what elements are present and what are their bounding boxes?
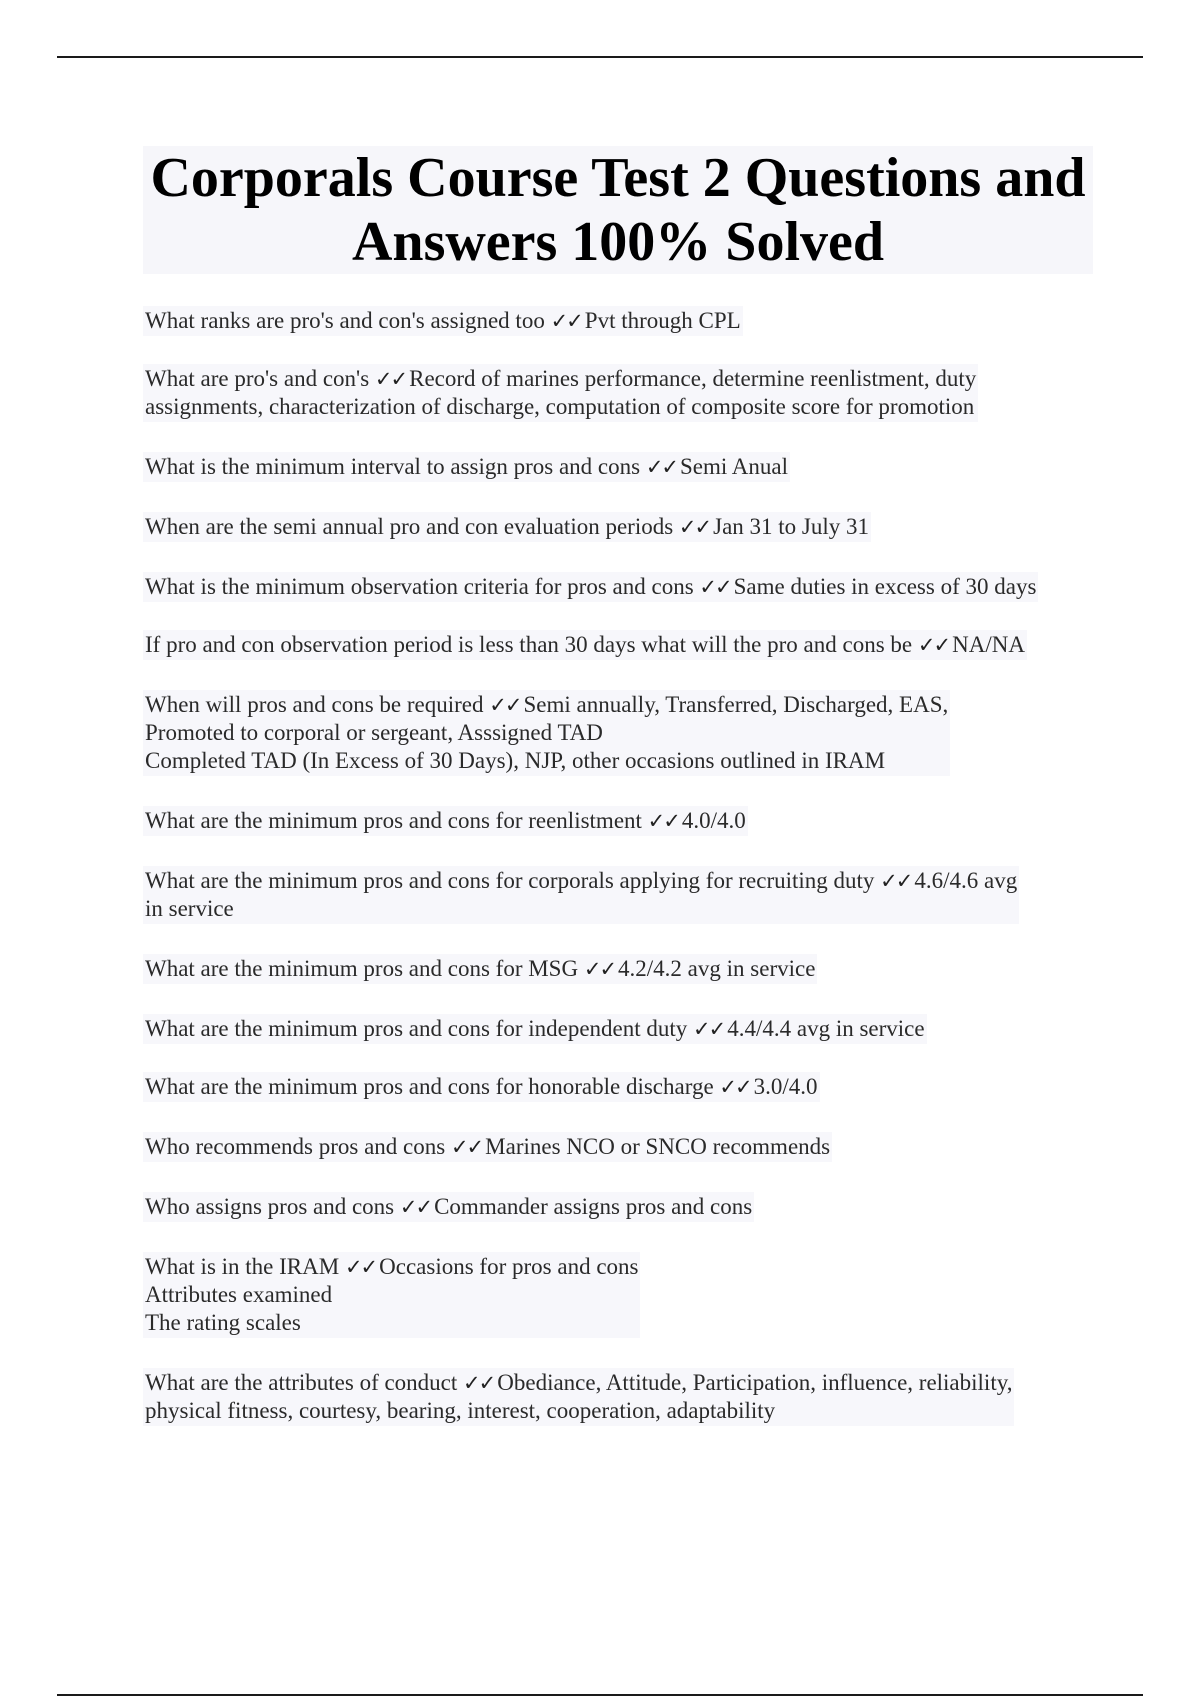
- check-mark-icon: ✓✓: [583, 957, 616, 981]
- check-mark-icon: ✓✓: [550, 309, 582, 333]
- question-text: When are the semi annual pro and con evaluation periods: [145, 514, 679, 539]
- qa-item-3: [143, 452, 790, 482]
- qa-item-14: [143, 1192, 754, 1222]
- check-mark-icon: ✓✓: [450, 1135, 483, 1159]
- question-text: Who recommends pros and cons: [145, 1134, 451, 1159]
- answer-text: NA/NA: [952, 632, 1025, 657]
- question-text: What are the attributes of conduct: [145, 1370, 464, 1395]
- top-rule: [57, 56, 1143, 58]
- check-mark-icon: ✓✓: [678, 515, 711, 539]
- check-mark-icon: ✓✓: [647, 809, 679, 833]
- qa-item-11: [143, 1014, 927, 1044]
- answer-text: Same duties in excess of 30 days: [733, 574, 1037, 599]
- answer-text: Semi Anual: [680, 454, 788, 479]
- qa-item-1: [143, 306, 743, 336]
- answer-text: Marines NCO or SNCO recommends: [485, 1134, 831, 1159]
- check-mark-icon: ✓✓: [374, 367, 407, 391]
- question-text: What are pro's and con's: [145, 366, 375, 391]
- question-text: What ranks are pro's and con's assigned too: [145, 308, 551, 333]
- question-text: When will pros and cons be required: [145, 692, 490, 717]
- answer-text: Obediance, Attitude, Participation, influence, reliability, physical fitness, courtesy, bearing, interest, cooperation, adaptability: [145, 1370, 1013, 1423]
- qa-item-15: [143, 1252, 640, 1338]
- title-line-2: Answers 100% Solved: [351, 211, 885, 273]
- check-mark-icon: ✓✓: [699, 575, 731, 599]
- qa-item-4: [143, 512, 871, 542]
- question-text: What are the minimum pros and cons for reenlistment: [145, 808, 648, 833]
- question-text: If pro and con observation period is less than 30 days what will the pro and cons be: [145, 632, 918, 657]
- question-text: What are the minimum pros and cons for MSG: [145, 956, 584, 981]
- check-mark-icon: ✓✓: [880, 869, 912, 893]
- answer-text: 4.2/4.2 avg in service: [618, 956, 816, 981]
- question-text: What is in the IRAM: [145, 1254, 345, 1279]
- qa-item-6: [143, 630, 1027, 660]
- qa-item-12: [143, 1072, 820, 1102]
- answer-text: Occasions for pros and cons Attributes examined The rating scales: [145, 1254, 639, 1335]
- answer-text: Pvt through CPL: [584, 308, 741, 333]
- question-text: What are the minimum pros and cons for corporals applying for recruiting duty: [145, 868, 881, 893]
- answer-text: Jan 31 to July 31: [713, 514, 870, 539]
- answer-text: 4.4/4.4 avg in service: [727, 1016, 925, 1041]
- document-title: [143, 146, 1093, 274]
- answer-text: Semi annually, Transferred, Discharged, EAS, Promoted to corporal or sergeant, Asssigned TAD Completed TAD (In Excess of 30 Days), NJP, other occasions outlined in IRAM: [145, 692, 949, 773]
- question-text: What are the minimum pros and cons for independent duty: [145, 1016, 694, 1041]
- answer-text: 4.6/4.6 avg in service: [145, 868, 1018, 921]
- qa-item-9: [143, 866, 1019, 924]
- answer-text: 4.0/4.0: [681, 808, 746, 833]
- qa-item-5: [143, 572, 1038, 602]
- check-mark-icon: ✓✓: [719, 1075, 751, 1099]
- answer-text: Record of marines performance, determine reenlistment, duty assignments, characterization of discharge, computation of composite score for promotion: [145, 366, 977, 419]
- check-mark-icon: ✓✓: [693, 1017, 725, 1041]
- answer-text: Commander assigns pros and cons: [434, 1194, 753, 1219]
- qa-item-7: [143, 690, 950, 776]
- check-mark-icon: ✓✓: [399, 1195, 432, 1219]
- question-text: What is the minimum interval to assign pros and cons: [145, 454, 646, 479]
- check-mark-icon: ✓✓: [344, 1255, 377, 1279]
- check-mark-icon: ✓✓: [463, 1371, 495, 1395]
- check-mark-icon: ✓✓: [489, 693, 521, 717]
- qa-item-2: [143, 364, 978, 422]
- question-text: What are the minimum pros and cons for honorable discharge: [145, 1074, 720, 1099]
- qa-item-8: [143, 806, 748, 836]
- question-text: Who assigns pros and cons: [145, 1194, 400, 1219]
- bottom-rule: [57, 1694, 1143, 1696]
- qa-item-13: [143, 1132, 832, 1162]
- check-mark-icon: ✓✓: [917, 633, 950, 657]
- question-text: What is the minimum observation criteria for pros and cons: [145, 574, 700, 599]
- answer-text: 3.0/4.0: [753, 1074, 818, 1099]
- title-line-1: Corporals Course Test 2 Questions and: [150, 147, 1086, 209]
- qa-item-16: [143, 1368, 1014, 1426]
- check-mark-icon: ✓✓: [645, 455, 678, 479]
- qa-item-10: [143, 954, 817, 984]
